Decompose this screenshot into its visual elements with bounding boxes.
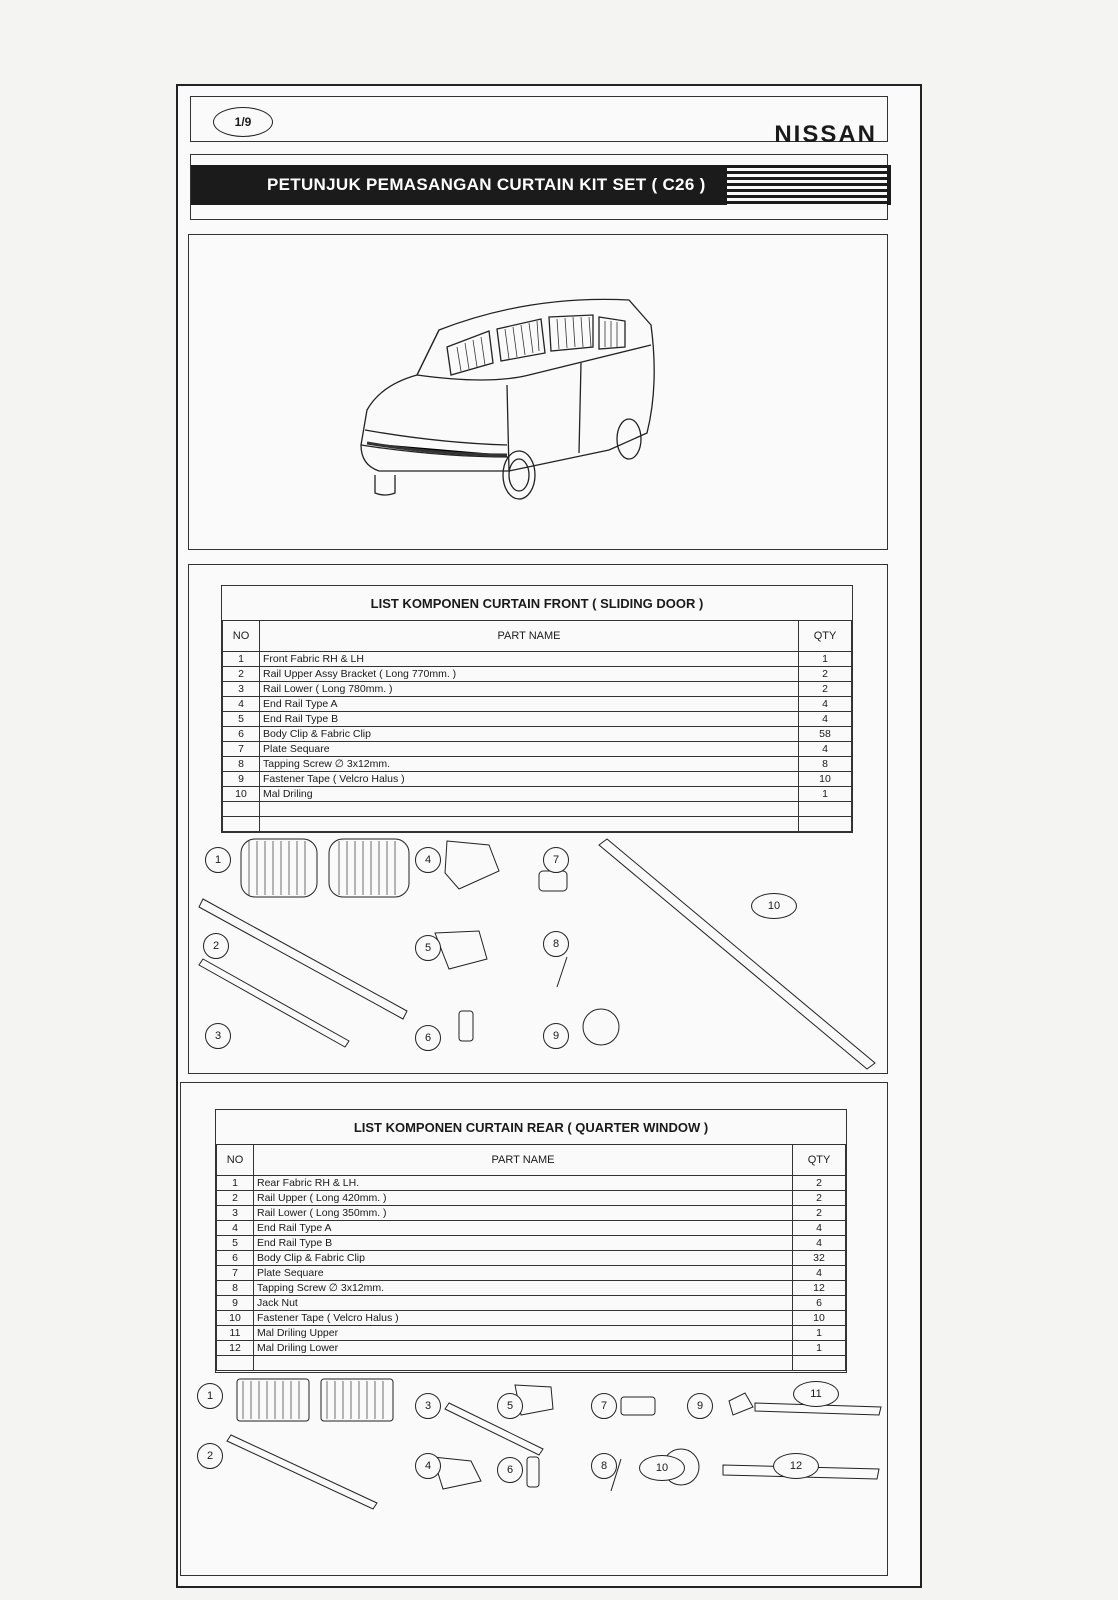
row-part-name: Tapping Screw ∅ 3x12mm. (260, 757, 799, 772)
row-part-name: End Rail Type B (254, 1236, 793, 1251)
front-callout-7: 7 (543, 847, 569, 873)
table-row (217, 1221, 846, 1236)
rear-parts-table (216, 1144, 846, 1371)
table-header (217, 1145, 846, 1176)
front-table-frame (221, 585, 853, 833)
row-no: 11 (217, 1326, 254, 1341)
table-row (223, 727, 852, 742)
front-callout-8: 8 (543, 931, 569, 957)
row-qty (799, 802, 852, 817)
table-row (223, 802, 852, 817)
rear-callout-1: 1 (197, 1383, 223, 1409)
table-row (217, 1311, 846, 1326)
row-part-name: Tapping Screw ∅ 3x12mm. (254, 1281, 793, 1296)
rear-table-frame (215, 1109, 847, 1373)
table-row (217, 1281, 846, 1296)
rear-callout-5: 5 (497, 1393, 523, 1419)
row-qty: 10 (793, 1311, 846, 1326)
vehicle-illustration-box (188, 234, 888, 550)
front-parts-table (222, 620, 852, 832)
row-no: 1 (217, 1176, 254, 1191)
table-row (217, 1251, 846, 1266)
row-no: 9 (223, 772, 260, 787)
table-row (217, 1236, 846, 1251)
row-qty: 4 (793, 1236, 846, 1251)
row-qty: 2 (793, 1191, 846, 1206)
col-part-name: PART NAME (260, 621, 799, 652)
rear-callout-7: 7 (591, 1393, 617, 1419)
row-qty: 12 (793, 1281, 846, 1296)
table-row (223, 772, 852, 787)
row-no: 7 (223, 742, 260, 757)
front-callout-10: 10 (751, 893, 797, 919)
row-part-name: Rail Lower ( Long 780mm. ) (260, 682, 799, 697)
row-qty: 6 (793, 1296, 846, 1311)
row-part-name (254, 1356, 793, 1371)
table-row (223, 652, 852, 667)
table-row (217, 1326, 846, 1341)
row-qty (793, 1356, 846, 1371)
rear-callout-12: 12 (773, 1453, 819, 1479)
table-row (223, 712, 852, 727)
table-row (223, 787, 852, 802)
row-no: 5 (217, 1236, 254, 1251)
col-part-name: PART NAME (254, 1145, 793, 1176)
row-qty: 2 (793, 1176, 846, 1191)
instruction-sheet (176, 84, 922, 1588)
header-box (190, 96, 888, 148)
col-no: NO (223, 621, 260, 652)
row-qty: 1 (799, 787, 852, 802)
table-row (217, 1296, 846, 1311)
row-no: 6 (217, 1251, 254, 1266)
row-no: 8 (223, 757, 260, 772)
table-row (223, 757, 852, 772)
row-part-name: Plate Sequare (260, 742, 799, 757)
table-row (223, 742, 852, 757)
row-no (217, 1356, 254, 1371)
row-no: 10 (223, 787, 260, 802)
row-part-name: End Rail Type A (260, 697, 799, 712)
banner-box (190, 154, 888, 220)
row-no: 9 (217, 1296, 254, 1311)
row-part-name: End Rail Type A (254, 1221, 793, 1236)
van-illustration (189, 235, 887, 549)
rear-components-box (180, 1082, 888, 1576)
front-callout-6: 6 (415, 1025, 441, 1051)
row-part-name: Rail Upper Assy Bracket ( Long 770mm. ) (260, 667, 799, 682)
front-components-box (188, 564, 888, 1074)
row-part-name: Rear Fabric RH & LH. (254, 1176, 793, 1191)
rear-callout-4: 4 (415, 1453, 441, 1479)
row-qty: 2 (793, 1206, 846, 1221)
row-no: 1 (223, 652, 260, 667)
banner-stripes (727, 165, 887, 205)
row-qty: 58 (799, 727, 852, 742)
front-callout-3: 3 (205, 1023, 231, 1049)
row-qty: 4 (799, 712, 852, 727)
table-row (223, 667, 852, 682)
row-part-name: Fastener Tape ( Velcro Halus ) (254, 1311, 793, 1326)
rear-callout-2: 2 (197, 1443, 223, 1469)
row-qty: 4 (799, 697, 852, 712)
col-qty: QTY (799, 621, 852, 652)
row-no (223, 817, 260, 832)
row-no: 4 (223, 697, 260, 712)
front-callout-5: 5 (415, 935, 441, 961)
row-part-name: Front Fabric RH & LH (260, 652, 799, 667)
table-row (217, 1341, 846, 1356)
table-row (223, 697, 852, 712)
row-part-name: Plate Sequare (254, 1266, 793, 1281)
row-part-name: Rail Lower ( Long 350mm. ) (254, 1206, 793, 1221)
front-parts-drawing (189, 833, 887, 1073)
row-no: 3 (223, 682, 260, 697)
row-no: 2 (223, 667, 260, 682)
table-row (217, 1266, 846, 1281)
rear-list-title: LIST KOMPONEN CURTAIN REAR ( QUARTER WINDOW ) (353, 1120, 709, 1135)
row-part-name: Mal Driling (260, 787, 799, 802)
row-qty: 1 (793, 1326, 846, 1341)
front-callout-4: 4 (415, 847, 441, 873)
rear-callout-6: 6 (497, 1457, 523, 1483)
row-no (223, 802, 260, 817)
row-qty: 1 (799, 652, 852, 667)
row-part-name: Body Clip & Fabric Clip (254, 1251, 793, 1266)
row-qty: 2 (799, 667, 852, 682)
row-no: 10 (217, 1311, 254, 1326)
row-part-name: Jack Nut (254, 1296, 793, 1311)
row-qty: 8 (799, 757, 852, 772)
row-part-name: Rail Upper ( Long 420mm. ) (254, 1191, 793, 1206)
row-part-name: End Rail Type B (260, 712, 799, 727)
table-row (217, 1356, 846, 1371)
row-no: 4 (217, 1221, 254, 1236)
banner-title-text: PETUNJUK PEMASANGAN CURTAIN KIT SET ( C26 ) (267, 175, 706, 194)
rear-callout-11: 11 (793, 1381, 839, 1407)
table-row (217, 1206, 846, 1221)
row-no: 6 (223, 727, 260, 742)
row-part-name: Mal Driling Upper (254, 1326, 793, 1341)
row-no: 5 (223, 712, 260, 727)
table-row (223, 817, 852, 832)
row-qty: 10 (799, 772, 852, 787)
rear-callout-8: 8 (591, 1453, 617, 1479)
rear-callout-10: 10 (639, 1455, 685, 1481)
table-header (223, 621, 852, 652)
row-qty: 4 (799, 742, 852, 757)
row-part-name: Mal Driling Lower (254, 1341, 793, 1356)
page-number: 1/9 (213, 107, 273, 137)
row-qty: 4 (793, 1266, 846, 1281)
row-qty (799, 817, 852, 832)
row-part-name: Fastener Tape ( Velcro Halus ) (260, 772, 799, 787)
col-qty: QTY (793, 1145, 846, 1176)
row-no: 3 (217, 1206, 254, 1221)
col-no: NO (217, 1145, 254, 1176)
rear-callout-9: 9 (687, 1393, 713, 1419)
table-row (223, 682, 852, 697)
table-row (217, 1191, 846, 1206)
rear-callout-3: 3 (415, 1393, 441, 1419)
row-qty: 2 (799, 682, 852, 697)
row-part-name (260, 817, 799, 832)
row-qty: 1 (793, 1341, 846, 1356)
row-part-name (260, 802, 799, 817)
row-no: 12 (217, 1341, 254, 1356)
front-list-title: LIST KOMPONEN CURTAIN FRONT ( SLIDING DOOR ) (370, 596, 704, 611)
row-qty: 4 (793, 1221, 846, 1236)
row-no: 8 (217, 1281, 254, 1296)
row-qty: 32 (793, 1251, 846, 1266)
row-no: 7 (217, 1266, 254, 1281)
front-callout-2: 2 (203, 933, 229, 959)
front-callout-1: 1 (205, 847, 231, 873)
row-no: 2 (217, 1191, 254, 1206)
brand-logo: NISSAN (774, 121, 877, 148)
front-callout-9: 9 (543, 1023, 569, 1049)
table-row (217, 1176, 846, 1191)
row-part-name: Body Clip & Fabric Clip (260, 727, 799, 742)
